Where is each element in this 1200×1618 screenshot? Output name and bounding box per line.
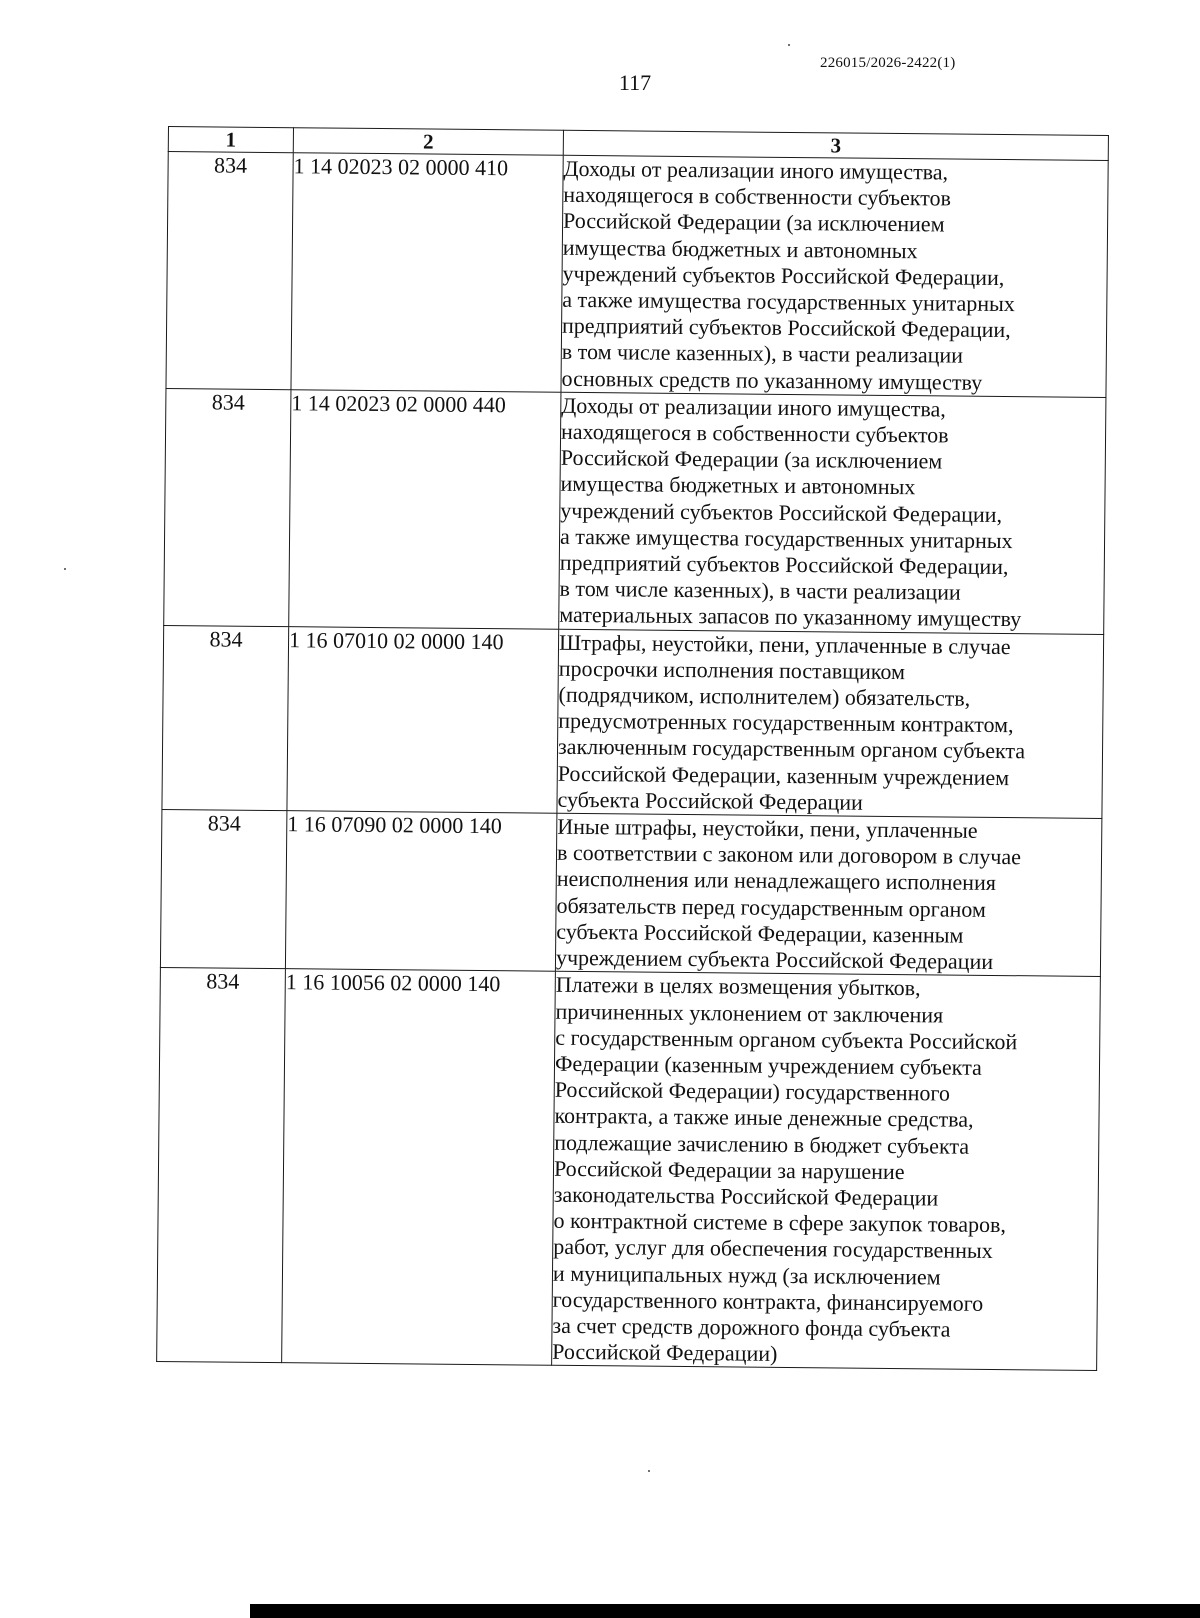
description-line: в соответствии с законом или договором в случае [556, 840, 1022, 870]
table-row [166, 152, 1108, 398]
description-line: Российской Федерации (за исключением [560, 445, 943, 474]
description-line: подлежащие зачислению в бюджет субъекта [554, 1129, 970, 1159]
description-line: обязательств перед государственным органом [556, 892, 986, 922]
description-line: в том числе казенных), в части реализации [561, 339, 964, 369]
description-line: и муниципальных нужд (за исключением [552, 1260, 941, 1290]
description-line: просрочки исполнения поставщиком [558, 655, 906, 684]
table-row [162, 625, 1104, 818]
scan-speck [788, 44, 790, 46]
revenue-description-cell [559, 392, 1106, 634]
table-row [160, 810, 1101, 977]
budget-classification-code-cell: 1 16 10056 02 0000 140 [282, 969, 556, 1366]
description-line: Российской Федерации) государственного [554, 1076, 951, 1106]
description-line: Российской Федерации) [552, 1338, 778, 1367]
description-line: предприятий субъектов Российской Федерации, [561, 313, 1011, 343]
description-line: учреждений субъектов Российской Федерации, [560, 497, 1003, 527]
chapter-code-cell: 834 [166, 152, 293, 390]
column-header-1: 1 [168, 127, 293, 153]
description-line: заключенным государственным органом субъекта [557, 734, 1026, 764]
description-line: Штрафы, неустойки, пени, уплаченные в случае [558, 629, 1011, 659]
description-line: субъекта Российской Федерации [557, 786, 864, 815]
description-line: Федерации (казенным учреждением субъекта [554, 1050, 982, 1080]
budget-classification-code-cell: 1 16 07010 02 0000 140 [287, 626, 559, 813]
table-row [164, 388, 1106, 634]
page-number: 117 [618, 70, 652, 95]
revenue-description-cell [552, 972, 1101, 1371]
chapter-code-cell: 834 [157, 968, 286, 1363]
table-row [157, 968, 1101, 1371]
revenue-description-cell [561, 155, 1108, 397]
description-line: работ, услуг для обеспечения государственных [553, 1234, 993, 1264]
chapter-code-cell: 834 [162, 625, 289, 811]
table-body [157, 152, 1109, 1371]
description-line: Российской Федерации, казенным учреждением [557, 760, 1010, 790]
description-line: неисполнения или ненадлежащего исполнения [556, 866, 997, 896]
description-line: находящегося в собственности субъектов [560, 418, 949, 448]
description-line: (подрядчиком, исполнителем) обязательств, [558, 681, 971, 711]
description-line: основных средств по указанному имуществу [561, 365, 983, 395]
description-line: в том числе казенных), в части реализации [559, 576, 961, 605]
description-line: Доходы от реализации иного имущества, [563, 155, 949, 185]
description-line: с государственным органом субъекта Российской [555, 1024, 1018, 1054]
description-line: предприятий субъектов Российской Федерации, [559, 549, 1009, 580]
description-line: за счет средств дорожного фонда субъекта [552, 1312, 951, 1342]
document-id: 226015/2026-2422(1) [820, 55, 956, 71]
scan-speck [648, 1470, 650, 1472]
chapter-code-cell: 834 [160, 810, 287, 969]
revenue-description-cell [557, 629, 1104, 819]
description-line: учреждений субъектов Российской Федерации, [562, 260, 1005, 290]
scan-speck [64, 568, 66, 570]
description-line: а также имущества государственных унитарных [559, 523, 1013, 553]
description-line: государственного контракта, финансируемого [552, 1286, 984, 1316]
column-header-2: 2 [293, 128, 563, 156]
description-line: Доходы от реализации иного имущества, [561, 392, 946, 422]
description-line: о контрактной системе в сфере закупок товаров, [553, 1207, 1007, 1238]
description-line: субъекта Российской Федерации, казенным [556, 918, 964, 948]
budget-classification-code-cell: 1 14 02023 02 0000 440 [289, 390, 561, 629]
revenue-description-cell [555, 813, 1101, 976]
description-line: предусмотренных государственным контрактом, [558, 708, 1014, 738]
description-line: имущества бюджетных и автономных [562, 234, 918, 263]
description-line: имущества бюджетных и автономных [560, 471, 916, 500]
description-line: причиненных уклонением от заключения [555, 998, 944, 1027]
description-line: материальных запасов по указанному имуществу [559, 602, 1022, 632]
description-line: Российской Федерации (за исключением [562, 208, 945, 237]
description-line: контракта, а также иные денежные средства, [554, 1103, 974, 1133]
description-line: а также имущества государственных унитарных [562, 286, 1015, 317]
budget-classification-code-cell: 1 16 07090 02 0000 140 [285, 811, 557, 972]
description-line: Иные штрафы, неустойки, пени, уплаченные [557, 813, 978, 843]
chapter-code-cell: 834 [164, 388, 291, 626]
description-line: Платежи в целях возмещения убытков, [555, 972, 921, 1001]
description-line: находящегося в собственности субъектов [563, 182, 952, 211]
column-header-3: 3 [563, 130, 1108, 160]
budget-classification-code-cell: 1 14 02023 02 0000 410 [291, 153, 563, 392]
description-line: законодательства Российской Федерации [553, 1181, 939, 1211]
budget-codes-table [156, 126, 1109, 1371]
description-line: учреждением субъекта Российской Федерации [555, 944, 994, 975]
description-line: Российской Федерации за нарушение [553, 1155, 905, 1184]
